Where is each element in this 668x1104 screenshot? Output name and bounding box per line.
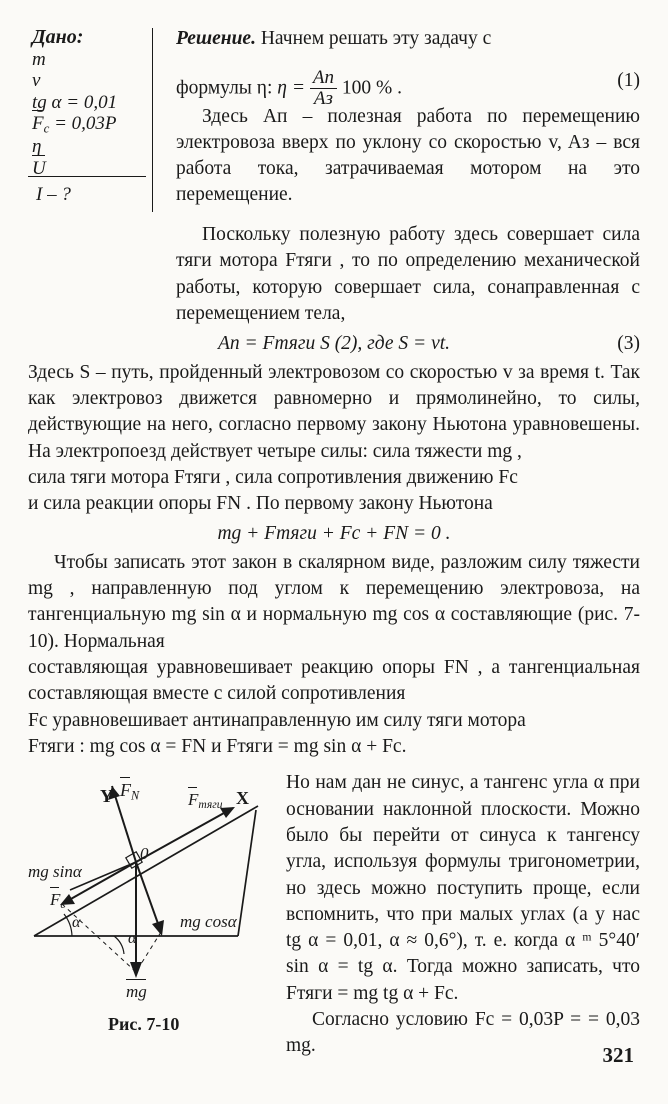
paragraph-scalar-3: Fc уравновешивает антинаправленную им силу тяги мотора	[28, 709, 526, 731]
figure-label-x: X	[236, 788, 249, 809]
given-row-m: m	[32, 48, 46, 70]
solution-lead-paragraph	[176, 26, 640, 52]
right-column-paragraph: Но нам дан не синус, а тангенс угла α при основании наклонной плоскости. Можно было бы перейти от синуса к тангенсу угла, используя формулы тригонометрии, но здесь можно поступить проще, если вспомнить, что при малых углах (а у нас tg α = 0,01, α ≈ 0,6°), т. е. когда α ᵐ 5°40′ sin α = tg α. Тогда можно записать, что Fтяги = mg tg α + Fc.	[286, 772, 640, 1004]
given-header: Дано:	[32, 26, 84, 48]
figure-label-origin: 0	[140, 844, 149, 864]
page-number: 321	[602, 1043, 634, 1067]
figure-diagram	[28, 766, 288, 1016]
given-list	[32, 26, 144, 205]
given-find: I – ?	[36, 184, 71, 205]
figure-label-alpha-1: α	[72, 914, 81, 932]
figure-label-mg: mg	[126, 982, 147, 1002]
given-block	[28, 26, 640, 222]
figure-label-y: Y	[100, 786, 113, 807]
given-u-overline: U	[32, 157, 46, 179]
formula-1-numerator: Aп	[312, 66, 334, 88]
formula-1-fraction	[310, 68, 337, 110]
figure-label-mgsin: mg sinα	[28, 862, 82, 882]
paragraph-since: Поскольку полезную работу здесь совершает сила тяги мотора Fтяги , то по определению механической работы, которую совершает сила, сонаправленная с перемещением тела,	[176, 224, 640, 324]
figure-label-alpha-2: α	[128, 930, 137, 948]
given-fc-p: P	[104, 113, 117, 134]
paragraph-scalar-4: Fтяги : mg cos α = FN и Fтяги = mg sin α + Fc.	[28, 735, 407, 757]
formula-newton-row	[28, 521, 640, 547]
solution-intro	[176, 26, 640, 210]
paragraph-forces-2: и сила реакции опоры FN . По первому закону Ньютона	[28, 493, 493, 515]
paragraph-here: Здесь Aп – полезная работа по перемещению электровоза вверх по уклону со скоростью v, Aз – вся работа тока, затрачиваемая мотором на это перемещение.	[176, 105, 640, 205]
given-divider	[28, 176, 146, 177]
formula-1-lead-text: формулы η:	[176, 77, 273, 99]
figure-caption: Рис. 7-10	[108, 1014, 180, 1035]
figure-label-fn: $F_N$	[120, 780, 140, 803]
formula-1-tail: 100 % .	[341, 77, 402, 99]
given-row-v: v	[32, 70, 41, 92]
given-vertical-rule	[152, 28, 153, 212]
equation-number-3: (3)	[617, 333, 640, 355]
formula-1-eta: η =	[277, 77, 305, 99]
figure-label-ftyagi: $F_{тяги}$	[188, 790, 223, 812]
solution-lead-bold: Решение.	[176, 28, 256, 49]
right-column-text	[286, 770, 640, 1059]
formula-1-lead	[176, 68, 402, 110]
figure-label-fc: $F_c$	[50, 890, 66, 912]
given-fc-vector: F	[32, 113, 44, 134]
paragraph-s: Здесь S – путь, пройденный электровозом со скоростью v за время t. Так как электровоз движется равномерно и прямолинейно, то силы, действующие на него, согласно первому закону Ньютона уравновешены. На электропоезд действует четыре силы: сила тяжести mg ,	[28, 361, 640, 462]
figure-label-mgcos: mg cosα	[180, 912, 237, 932]
given-fc-subscript: c	[43, 120, 50, 136]
solution-lead-text: Начнем решать эту задачу с	[255, 28, 492, 49]
paragraph-forces: сила тяги мотора Fтяги , сила сопротивления движению Fc	[28, 466, 518, 488]
given-row-fc: $F_c = 0,03P$	[32, 113, 117, 136]
equation-number-1: (1)	[617, 69, 640, 91]
formula-1-denominator: Aз	[310, 88, 337, 110]
given-row-eta: η	[32, 136, 42, 158]
figure-7-10	[28, 766, 288, 1044]
formula-newton-text: mg + Fтяги + Fc + FN = 0 .	[217, 523, 451, 545]
given-row-tg-alpha: tg α = 0,01	[32, 91, 118, 113]
formula-2-text: Aп = Fтяги S (2), где S = vt.	[217, 333, 451, 355]
formula-1-line	[176, 54, 640, 110]
paragraph-scalar: Чтобы записать этот закон в скалярном виде, разложим силу тяжести mg , направленную под углом к перемещению электровоза, на тангенциальную mg sin α и нормальную mg cos α составляющие (рис. 7-10). Нормальная	[28, 551, 640, 652]
formula-2-row	[28, 331, 640, 357]
main-body	[28, 222, 640, 760]
paragraph-scalar-2: составляющая уравновешивает реакцию опоры FN , а тангенциальная составляющая вместе с силой сопротивления	[28, 657, 640, 705]
right-column-conclusion: Согласно условию Fc = 0,03P = = 0,03 mg.	[286, 1009, 640, 1057]
